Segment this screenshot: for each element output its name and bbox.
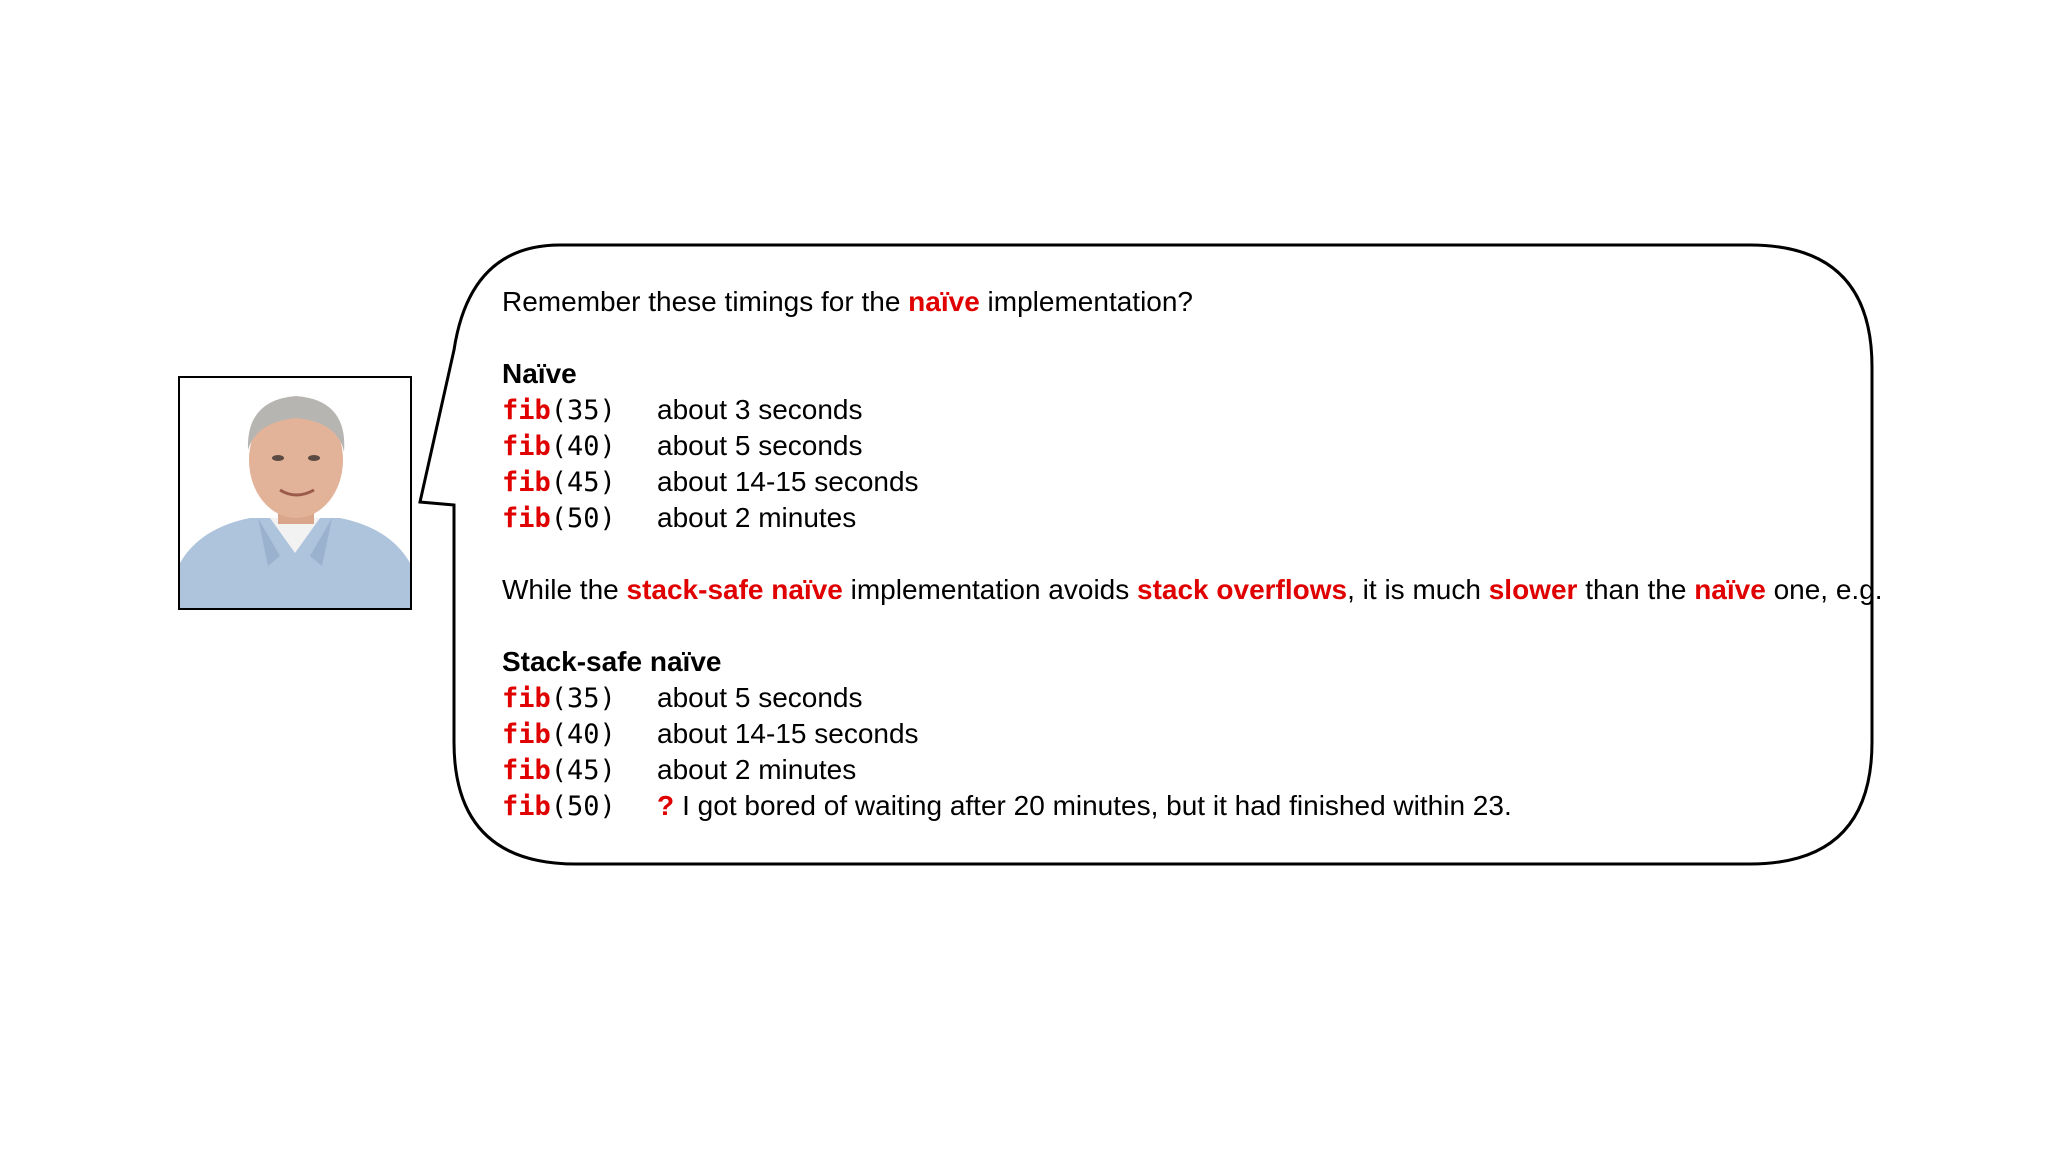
- timing-row: fib(40) about 14-15 seconds: [502, 718, 919, 750]
- timing-row: fib(40) about 5 seconds: [502, 430, 863, 462]
- stack-safe-heading: Stack-safe naïve: [502, 646, 722, 677]
- naive-heading: Naïve: [502, 358, 577, 389]
- avatar-photo: [178, 376, 412, 610]
- timing-row: fib(45) about 14-15 seconds: [502, 466, 919, 498]
- timing-row: fib(45) about 2 minutes: [502, 754, 857, 786]
- highlight-naive: naïve: [908, 286, 980, 317]
- question-mark: ?: [657, 790, 675, 821]
- person-portrait-icon: [180, 378, 410, 608]
- timing-row: fib(50) ? I got bored of waiting after 20 minutes, but it had finished within 23.: [502, 790, 1512, 822]
- timing-row: fib(35) about 3 seconds: [502, 394, 863, 426]
- timing-row: fib(50) about 2 minutes: [502, 502, 857, 534]
- bubble-content: [502, 284, 1883, 824]
- intro-line: Remember these timings for the naïve implementation?: [502, 286, 1194, 317]
- comparison-line: While the stack-safe naïve implementation avoids stack overflows, it is much slower than the naïve one, e.g.: [502, 574, 1883, 605]
- timing-row: fib(35) about 5 seconds: [502, 682, 863, 714]
